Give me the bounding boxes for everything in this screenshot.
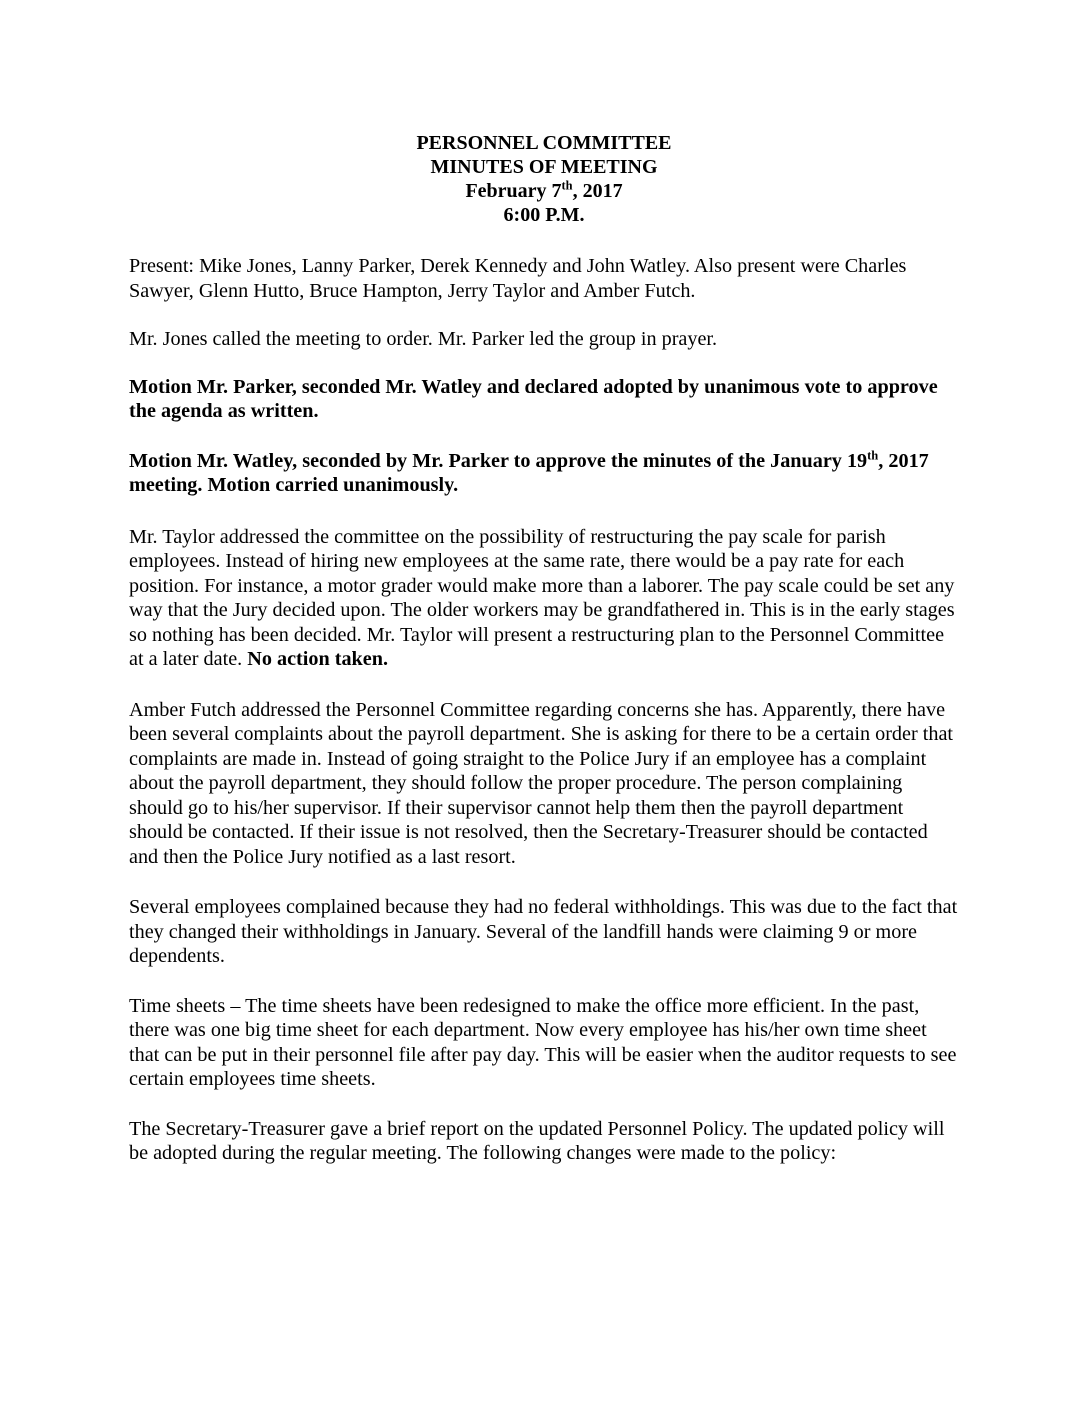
header-title: PERSONNEL COMMITTEE bbox=[416, 132, 672, 154]
pay-scale-text: Mr. Taylor addressed the committee on the possibility of restructuring the pay scale for parish employees. Instead of hiring new employees at the same rate, there would be a pay rate for each position. For instance, a motor grader would make more than a laborer. The pay scale could be set any way that the Jury decided upon. The older workers may be grandfathered in. This is in the early stages so nothing has been decided. Mr. Taylor will present a restructuring plan to the Personnel Committee at a later date. bbox=[129, 525, 955, 670]
motion-agenda-paragraph: Motion Mr. Parker, seconded Mr. Watley and declared adopted by unanimous vote to approve the agenda as written. bbox=[129, 375, 938, 422]
personnel-policy-paragraph: The Secretary-Treasurer gave a brief report on the updated Personnel Policy. The updated policy will be adopted during the regular meeting. The following changes were made to the policy: bbox=[129, 1117, 945, 1164]
withholdings-paragraph: Several employees complained because they had no federal withholdings. This was due to the fact that they changed their withholdings in January. Several of the landfill hands were claiming 9 or more dependents. bbox=[129, 896, 958, 967]
motion-minutes-paragraph bbox=[129, 449, 961, 498]
attendance-paragraph: Present: Mike Jones, Lanny Parker, Derek Kennedy and John Watley. Also present were Charles Sawyer, Glenn Hutto, Bruce Hampton, Jerry Taylor and Amber Futch. bbox=[129, 255, 907, 302]
header-date-prefix: February 7 bbox=[465, 180, 562, 202]
header-date bbox=[0, 179, 1088, 203]
motion-minutes-ordinal: th bbox=[867, 447, 879, 462]
pay-scale-paragraph bbox=[129, 525, 961, 672]
document-header bbox=[0, 131, 1088, 227]
time-sheets-paragraph: Time sheets – The time sheets have been redesigned to make the office more efficient. In the past, there was one big time sheet for each department. Now every employee has his/her own time sheet that can be put in their personnel file after pay day. This will be easier when the auditor requests to see certain employees time sheets. bbox=[129, 994, 957, 1090]
motion-minutes-text-post: , 2017 meeting. Motion carried unanimously. bbox=[129, 449, 929, 496]
payroll-complaints-paragraph: Amber Futch addressed the Personnel Committee regarding concerns she has. Apparently, there have been several complaints about the payroll department. She is asking for there to be a certain order that complaints are made in. Instead of going straight to the Police Jury if an employee has a complaint about the payroll department, they should follow the proper procedure. The person complaining should go to his/her supervisor. If their supervisor cannot help them then the payroll department should be contacted. If their issue is not resolved, then the Secretary-Treasurer should be contacted and then the Police Jury notified as a last resort. bbox=[129, 698, 954, 868]
document-body bbox=[129, 254, 961, 1190]
call-to-order-paragraph: Mr. Jones called the meeting to order. Mr. Parker led the group in prayer. bbox=[129, 328, 718, 350]
header-date-suffix: , 2017 bbox=[572, 180, 623, 202]
header-time: 6:00 P.M. bbox=[503, 204, 585, 226]
motion-minutes-text-pre: Motion Mr. Watley, seconded by Mr. Parker to approve the minutes of the January 19 bbox=[129, 449, 868, 472]
pay-scale-action: No action taken. bbox=[247, 648, 389, 670]
header-date-ordinal: th bbox=[561, 178, 573, 193]
header-subtitle: MINUTES OF MEETING bbox=[430, 156, 658, 178]
